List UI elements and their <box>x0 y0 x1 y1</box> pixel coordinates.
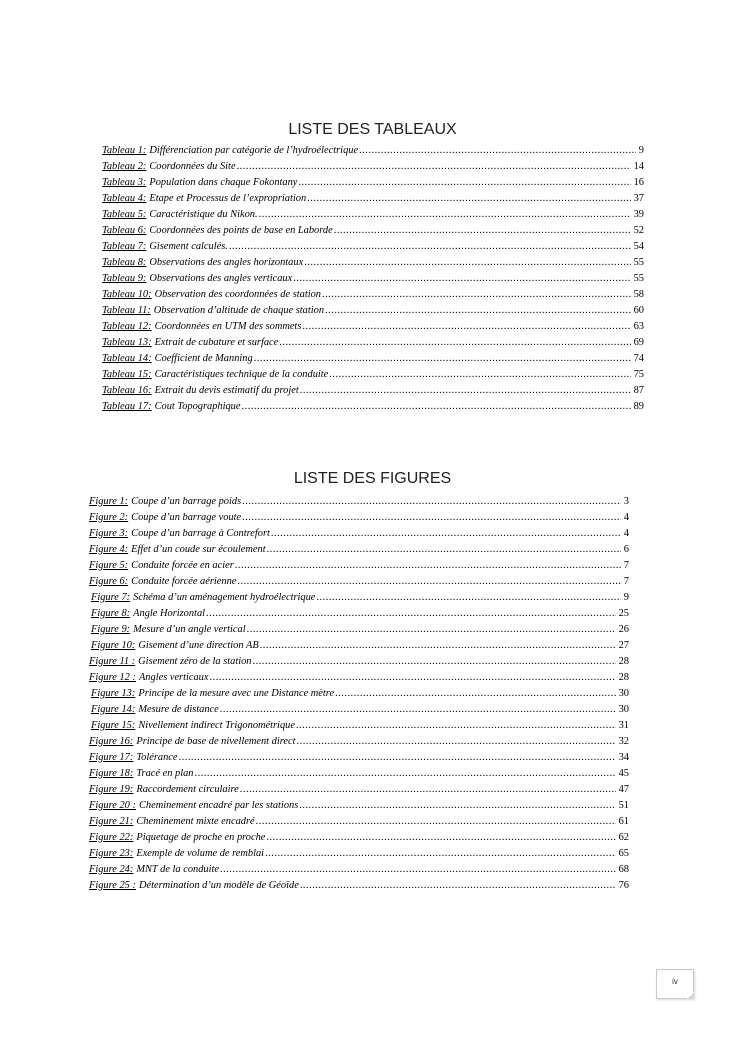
dot-leader <box>302 319 630 335</box>
entry-label-link[interactable]: Tableau 8: <box>102 257 147 268</box>
entry-label-link[interactable]: Tableau 4: <box>102 193 147 204</box>
entry-label-link[interactable]: Tableau 12: <box>102 321 152 332</box>
entry-label-link[interactable]: Figure 20 : <box>89 800 136 811</box>
entry-label-link[interactable]: Figure 12 : <box>89 672 136 683</box>
entry-page-number: 30 <box>618 704 629 715</box>
entry-title: Population dans chaque Fokontany <box>149 177 298 188</box>
dot-leader <box>297 734 616 750</box>
entry-label-link[interactable]: Figure 19: <box>89 784 134 795</box>
table-entry[interactable] <box>102 287 644 303</box>
entry-page-number: 4 <box>623 528 629 539</box>
entry-label-link[interactable]: Figure 4: <box>89 544 129 555</box>
entry-page-number: 68 <box>618 864 629 875</box>
dot-leader <box>304 255 630 271</box>
entry-label-link[interactable]: Tableau 5: <box>102 209 147 220</box>
table-entry[interactable] <box>102 383 644 399</box>
entry-title: Principe de la mesure avec une Distance mètre <box>138 688 335 699</box>
entry-page-number: 45 <box>618 768 629 779</box>
dot-leader <box>335 686 616 702</box>
figure-entry[interactable] <box>89 734 629 750</box>
figure-entry[interactable] <box>89 686 629 702</box>
entry-title: Principe de base de nivellement direct <box>136 736 296 747</box>
entry-label-link[interactable]: Tableau 3: <box>102 177 147 188</box>
entry-title: Schéma d’un aménagement hydroélectrique <box>133 592 316 603</box>
dot-leader <box>359 143 636 159</box>
entry-title: MNT de la conduite <box>136 864 219 875</box>
entry-label-link[interactable]: Figure 2: <box>89 512 129 523</box>
entry-page-number: 76 <box>618 880 629 891</box>
entry-title: Cout Topographique <box>154 401 241 412</box>
dot-leader <box>195 766 616 782</box>
entry-label-link[interactable]: Tableau 9: <box>102 273 147 284</box>
figure-entry[interactable] <box>89 750 629 766</box>
figure-entry[interactable] <box>89 494 629 510</box>
entry-page-number: 7 <box>623 560 629 571</box>
entry-label-link[interactable]: Tableau 11: <box>102 305 151 316</box>
dot-leader <box>279 335 630 351</box>
entry-title: Observations des angles verticaux <box>149 273 293 284</box>
dot-leader <box>237 159 631 175</box>
dot-leader <box>242 510 621 526</box>
entry-page-number: 14 <box>633 161 644 172</box>
entry-title: Coupe d’un barrage à Contrefort <box>131 528 270 539</box>
entry-page-number: 4 <box>623 512 629 523</box>
figure-entry[interactable] <box>89 526 629 542</box>
entry-title: Coupe d’un barrage voute <box>131 512 242 523</box>
figure-entry[interactable] <box>89 702 629 718</box>
figure-entry[interactable] <box>89 638 629 654</box>
page-number: iv <box>672 977 678 986</box>
dot-leader <box>322 287 631 303</box>
entry-title: Observations des angles horizontaux <box>149 257 304 268</box>
tables-list-title <box>0 121 745 139</box>
figure-entry[interactable] <box>89 574 629 590</box>
entry-label-link[interactable]: Figure 16: <box>89 736 134 747</box>
figure-entry[interactable] <box>89 798 629 814</box>
entry-title: Etape et Processus de l’expropriation <box>149 193 307 204</box>
entry-page-number: 63 <box>633 321 644 332</box>
dot-leader <box>300 383 631 399</box>
entry-title: Cheminement encadré par les stations <box>138 800 299 811</box>
entry-title: Piquetage de proche en proche <box>136 832 266 843</box>
table-entry[interactable] <box>102 351 644 367</box>
entry-page-number: 37 <box>633 193 644 204</box>
dot-leader <box>334 223 631 239</box>
entry-page-number: 16 <box>633 177 644 188</box>
figure-entry[interactable] <box>89 542 629 558</box>
entry-label-link[interactable]: Figure 15: <box>91 720 136 731</box>
entry-page-number: 32 <box>618 736 629 747</box>
entry-label-link[interactable]: Figure 7: <box>91 592 131 603</box>
entry-title: Gisement zéro de la station <box>138 656 252 667</box>
entry-title: Angle Horizontal <box>133 608 206 619</box>
tables-list <box>102 143 644 415</box>
entry-label-link[interactable]: Tableau 14: <box>102 353 152 364</box>
entry-label-link[interactable]: Figure 8: <box>91 608 131 619</box>
dot-leader <box>240 782 616 798</box>
entry-page-number: 34 <box>618 752 629 763</box>
entry-label-link[interactable]: Tableau 1: <box>102 145 147 156</box>
entry-page-number: 25 <box>618 608 629 619</box>
table-entry[interactable] <box>102 159 644 175</box>
dot-leader <box>329 367 630 383</box>
figures-list-title <box>0 470 745 488</box>
dot-leader <box>242 494 621 510</box>
entry-title: Détermination d’un modèle de Géoïde <box>138 880 299 891</box>
entry-label-link[interactable]: Figure 17: <box>89 752 134 763</box>
figure-entry[interactable] <box>89 622 629 638</box>
entry-label-link[interactable]: Tableau 10: <box>102 289 152 300</box>
entry-label-link[interactable]: Figure 24: <box>89 864 134 875</box>
entry-page-number: 39 <box>633 209 644 220</box>
dot-leader <box>316 590 620 606</box>
entry-title: Effet d’un coude sur écoulement <box>131 544 266 555</box>
dot-leader <box>237 574 620 590</box>
figure-entry[interactable] <box>89 590 629 606</box>
entry-page-number: 51 <box>618 800 629 811</box>
entry-label-link[interactable]: Figure 13: <box>91 688 136 699</box>
entry-title: Exemple de volume de remblai <box>136 848 265 859</box>
dot-leader <box>296 718 616 734</box>
entry-title: Caractéristique du Nikon. <box>149 209 258 220</box>
table-entry[interactable] <box>102 255 644 271</box>
figure-entry[interactable] <box>89 846 629 862</box>
entry-page-number: 61 <box>618 816 629 827</box>
table-entry[interactable] <box>102 319 644 335</box>
dot-leader <box>220 702 616 718</box>
figure-entry[interactable] <box>89 830 629 846</box>
entry-page-number: 3 <box>623 496 629 507</box>
entry-label-link[interactable]: Figure 18: <box>89 768 134 779</box>
tables-list-title-text: LISTE DES TABLEAUX <box>288 121 457 138</box>
figure-entry[interactable] <box>89 814 629 830</box>
dot-leader <box>206 606 616 622</box>
figure-entry[interactable] <box>89 766 629 782</box>
entry-page-number: 30 <box>618 688 629 699</box>
dot-leader <box>235 558 621 574</box>
entry-page-number: 31 <box>618 720 629 731</box>
figure-entry[interactable] <box>89 862 629 878</box>
dot-leader <box>259 207 631 223</box>
entry-page-number: 47 <box>618 784 629 795</box>
entry-page-number: 26 <box>618 624 629 635</box>
entry-label-link[interactable]: Figure 5: <box>89 560 129 571</box>
table-entry[interactable] <box>102 239 644 255</box>
entry-page-number: 89 <box>633 401 644 412</box>
entry-page-number: 55 <box>633 273 644 284</box>
entry-label-link[interactable]: Figure 25 : <box>89 880 136 891</box>
dot-leader <box>271 526 621 542</box>
entry-page-number: 75 <box>633 369 644 380</box>
entry-page-number: 69 <box>633 337 644 348</box>
figure-entry[interactable] <box>89 510 629 526</box>
dot-leader <box>242 399 631 415</box>
entry-title: Coordonnées en UTM des sommets <box>154 321 302 332</box>
entry-label-link[interactable]: Figure 22: <box>89 832 134 843</box>
entry-label-link[interactable]: Tableau 16: <box>102 385 152 396</box>
entry-title: Extrait de cubature et surface <box>154 337 279 348</box>
entry-title: Coupe d’un barrage poids <box>131 496 242 507</box>
figure-entry[interactable] <box>89 718 629 734</box>
entry-label-link[interactable]: Figure 9: <box>91 624 131 635</box>
dot-leader <box>260 638 616 654</box>
entry-page-number: 87 <box>633 385 644 396</box>
entry-title: Coordonnées du Site <box>149 161 236 172</box>
entry-page-number: 28 <box>618 656 629 667</box>
entry-title: Mesure d’un angle vertical <box>133 624 246 635</box>
dot-leader <box>254 351 631 367</box>
entry-page-number: 54 <box>633 241 644 252</box>
entry-label-link[interactable]: Tableau 15: <box>102 369 152 380</box>
entry-title: Gisement calculés. <box>149 241 228 252</box>
entry-title: Gisement d’une direction AB <box>138 640 259 651</box>
dot-leader <box>325 303 631 319</box>
entry-page-number: 65 <box>618 848 629 859</box>
entry-label-link[interactable]: Tableau 13: <box>102 337 152 348</box>
entry-label-link[interactable]: Tableau 6: <box>102 225 147 236</box>
table-entry[interactable] <box>102 367 644 383</box>
entry-page-number: 28 <box>618 672 629 683</box>
entry-label-link[interactable]: Figure 14: <box>91 704 136 715</box>
entry-label-link[interactable]: Figure 1: <box>89 496 129 507</box>
entry-title: Cheminement mixte encadré <box>136 816 255 827</box>
entry-title: Caractéristiques technique de la conduite <box>154 369 329 380</box>
table-entry[interactable] <box>102 175 644 191</box>
dot-leader <box>293 271 630 287</box>
entry-page-number: 9 <box>623 592 629 603</box>
entry-title: Extrait du devis estimatif du projet <box>154 385 299 396</box>
entry-title: Observation d’altitude de chaque station <box>153 305 325 316</box>
figure-entry[interactable] <box>89 558 629 574</box>
entry-label-link[interactable]: Figure 11 : <box>89 656 136 667</box>
entry-label-link[interactable]: Figure 10: <box>91 640 136 651</box>
entry-label-link[interactable]: Figure 21: <box>89 816 134 827</box>
entry-label-link[interactable]: Tableau 2: <box>102 161 147 172</box>
figure-entry[interactable] <box>89 782 629 798</box>
dot-leader <box>220 862 616 878</box>
entry-label-link[interactable]: Figure 23: <box>89 848 134 859</box>
dot-leader <box>265 846 616 862</box>
figures-list-title-text: LISTE DES FIGURES <box>293 470 452 487</box>
figure-entry[interactable] <box>89 670 629 686</box>
dot-leader <box>266 830 615 846</box>
entry-title: Conduite forcée en acier <box>131 560 234 571</box>
table-entry[interactable] <box>102 271 644 287</box>
entry-title: Angles verticaux <box>138 672 209 683</box>
entry-title: Différenciation par catégorie de l’hydroélectrique <box>149 145 359 156</box>
entry-title: Nivellement indirect Trigonométrique <box>138 720 295 731</box>
entry-title: Coefficient de Manning <box>154 353 253 364</box>
table-entry[interactable] <box>102 223 644 239</box>
entry-title: Observation des coordonnées de station <box>154 289 321 300</box>
dot-leader <box>253 654 616 670</box>
dot-leader <box>247 622 616 638</box>
entry-label-link[interactable]: Tableau 17: <box>102 401 152 412</box>
entry-page-number: 58 <box>633 289 644 300</box>
table-entry[interactable] <box>102 335 644 351</box>
dot-leader <box>256 814 616 830</box>
table-entry[interactable] <box>102 191 644 207</box>
dot-leader <box>179 750 616 766</box>
page-number-box <box>656 969 694 999</box>
entry-page-number: 62 <box>618 832 629 843</box>
dot-leader <box>267 542 621 558</box>
entry-label-link[interactable]: Tableau 7: <box>102 241 147 252</box>
dot-leader <box>299 798 615 814</box>
table-entry[interactable] <box>102 399 644 415</box>
entry-label-link[interactable]: Figure 6: <box>89 576 129 587</box>
entry-page-number: 7 <box>623 576 629 587</box>
dot-leader <box>300 878 616 894</box>
figure-entry[interactable] <box>89 606 629 622</box>
figures-list <box>89 494 629 894</box>
table-entry[interactable] <box>102 303 644 319</box>
entry-page-number: 9 <box>638 145 644 156</box>
entry-page-number: 74 <box>633 353 644 364</box>
dot-leader <box>229 239 631 255</box>
entry-title: Tolérance <box>136 752 178 763</box>
entry-title: Mesure de distance <box>138 704 219 715</box>
figure-entry[interactable] <box>89 654 629 670</box>
entry-title: Coordonnées des points de base en Laborde <box>149 225 333 236</box>
entry-page-number: 6 <box>623 544 629 555</box>
dot-leader <box>210 670 616 686</box>
dot-leader <box>298 175 630 191</box>
entry-title: Raccordement circulaire <box>136 784 239 795</box>
entry-page-number: 60 <box>633 305 644 316</box>
entry-page-number: 55 <box>633 257 644 268</box>
dot-leader <box>307 191 630 207</box>
entry-title: Conduite forcée aérienne <box>131 576 237 587</box>
entry-label-link[interactable]: Figure 3: <box>89 528 129 539</box>
entry-page-number: 27 <box>618 640 629 651</box>
entry-page-number: 52 <box>633 225 644 236</box>
figure-entry[interactable] <box>89 878 629 894</box>
entry-title: Tracé en plan <box>136 768 194 779</box>
table-entry[interactable] <box>102 143 644 159</box>
table-entry[interactable] <box>102 207 644 223</box>
